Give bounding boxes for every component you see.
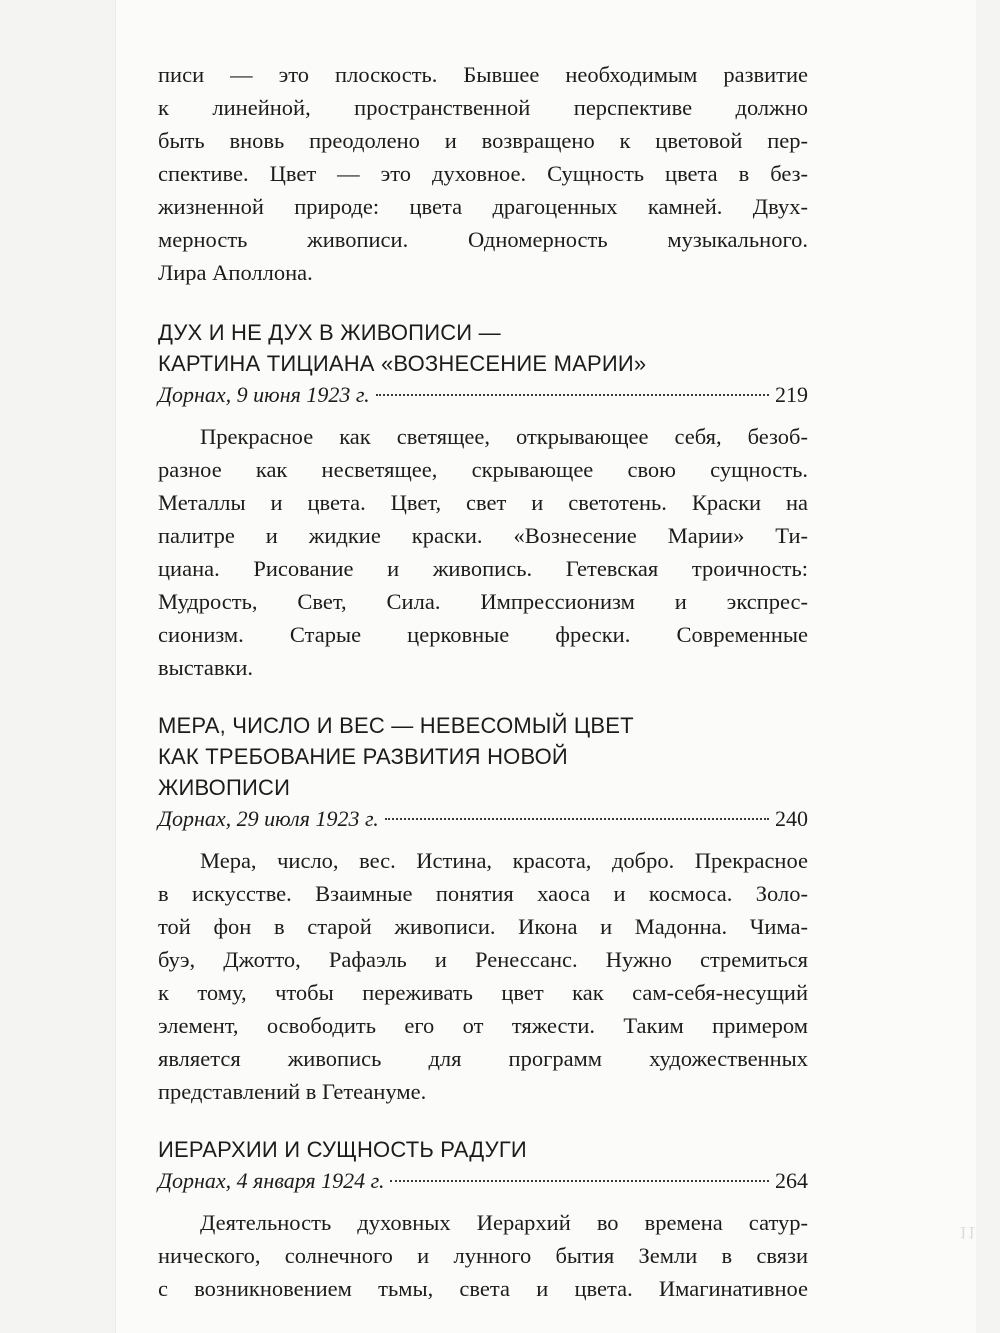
place-date: Дорнах, 4 января 1924 г. (158, 1168, 385, 1193)
section-heading (158, 1134, 808, 1165)
text-line: буэ, Джотто, Рафаэль и Ренессанс. Нужно стремиться (158, 947, 808, 972)
text-line: Мудрость, Свет, Сила. Импрессионизм и экспрес- (158, 589, 808, 614)
text-line: быть вновь преодолено и возвращено к цветовой пер- (158, 128, 808, 153)
text-line: Деятельность духовных Иерархий во времена сатур- (200, 1210, 808, 1235)
text-line: Прекрасное как светящее, открывающее себя, безоб- (200, 424, 808, 449)
toc-entry-ierarkhii-raduga (158, 1134, 808, 1305)
section-summary (158, 844, 808, 1108)
heading-line: КАРТИНА ТИЦИАНА «ВОЗНЕСЕНИЕ МАРИИ» (158, 351, 647, 376)
text-line: Мера, число, вес. Истина, красота, добро. Прекрасное (200, 848, 808, 873)
heading-line: КАК ТРЕБОВАНИЕ РАЗВИТИЯ НОВОЙ (158, 744, 568, 769)
text-line: той фон в старой живописи. Икона и Мадонна. Чима- (158, 914, 808, 939)
section-summary (158, 1206, 808, 1305)
dot-leader (385, 818, 769, 820)
text-line: в искусстве. Взаимные понятия хаоса и космоса. Золо- (158, 881, 808, 906)
heading-line: ИЕРАРХИИ И СУЩНОСТЬ РАДУГИ (158, 1137, 527, 1162)
bleed-through-page-number: 11 (958, 1223, 976, 1243)
heading-line: МЕРА, ЧИСЛО И ВЕС — НЕВЕСОМЫЙ ЦВЕТ (158, 713, 634, 738)
place-date: Дорнах, 29 июля 1923 г. (158, 806, 379, 831)
page-number: 264 (775, 1168, 808, 1193)
text-line: Лира Аполлона. (158, 260, 313, 285)
toc-content (158, 58, 808, 1305)
heading-line: ДУХ И НЕ ДУХ В ЖИВОПИСИ — (158, 320, 501, 345)
text-line: сионизм. Старые церковные фрески. Современные (158, 622, 808, 647)
text-line: циана. Рисование и живопись. Гетевская троичность: (158, 556, 808, 581)
section-heading (158, 710, 808, 803)
text-line: является живопись для программ художественных (158, 1046, 808, 1071)
text-line: Металлы и цвета. Цвет, свет и светотень. Краски на (158, 490, 808, 515)
text-line: мерность живописи. Одномерность музыкального. (158, 227, 808, 252)
text-line: разное как несветящее, скрывающее свою сущность. (158, 457, 808, 482)
section-heading (158, 317, 808, 379)
text-line: элемент, освободить его от тяжести. Таким примером (158, 1013, 808, 1038)
text-line: к линейной, пространственной перспективе должно (158, 95, 808, 120)
place-date-row (158, 803, 808, 835)
section-summary (158, 420, 808, 684)
text-line: писи — это плоскость. Бывшее необходимым развитие (158, 62, 808, 87)
text-line: выставки. (158, 655, 254, 680)
text-line: с возникновением тьмы, света и цвета. Имагинативное (158, 1276, 808, 1301)
page-number: 240 (775, 806, 808, 831)
place-date: Дорнах, 9 июня 1923 г. (158, 382, 370, 407)
text-line: представлений в Гетеануме. (158, 1079, 427, 1104)
text-line: палитре и жидкие краски. «Вознесение Марии» Ти- (158, 523, 808, 548)
text-line: жизненной природе: цвета драгоценных камней. Двух- (158, 194, 808, 219)
toc-entry-mera-chislo-ves (158, 710, 808, 1108)
dot-leader (376, 394, 769, 396)
text-line: к тому, чтобы переживать цвет как сам-себя-несущий (158, 980, 808, 1005)
text-line: спективе. Цвет — это духовное. Сущность цвета в без- (158, 161, 808, 186)
dot-leader (390, 1180, 769, 1182)
intro-paragraph (158, 58, 808, 289)
place-date-row (158, 1165, 808, 1197)
text-line: нического, солнечного и лунного бытия Земли в связи (158, 1243, 808, 1268)
page-number: 219 (775, 382, 808, 407)
heading-line: ЖИВОПИСИ (158, 775, 291, 800)
place-date-row (158, 379, 808, 411)
toc-entry-dukh-i-ne-dukh (158, 317, 808, 684)
